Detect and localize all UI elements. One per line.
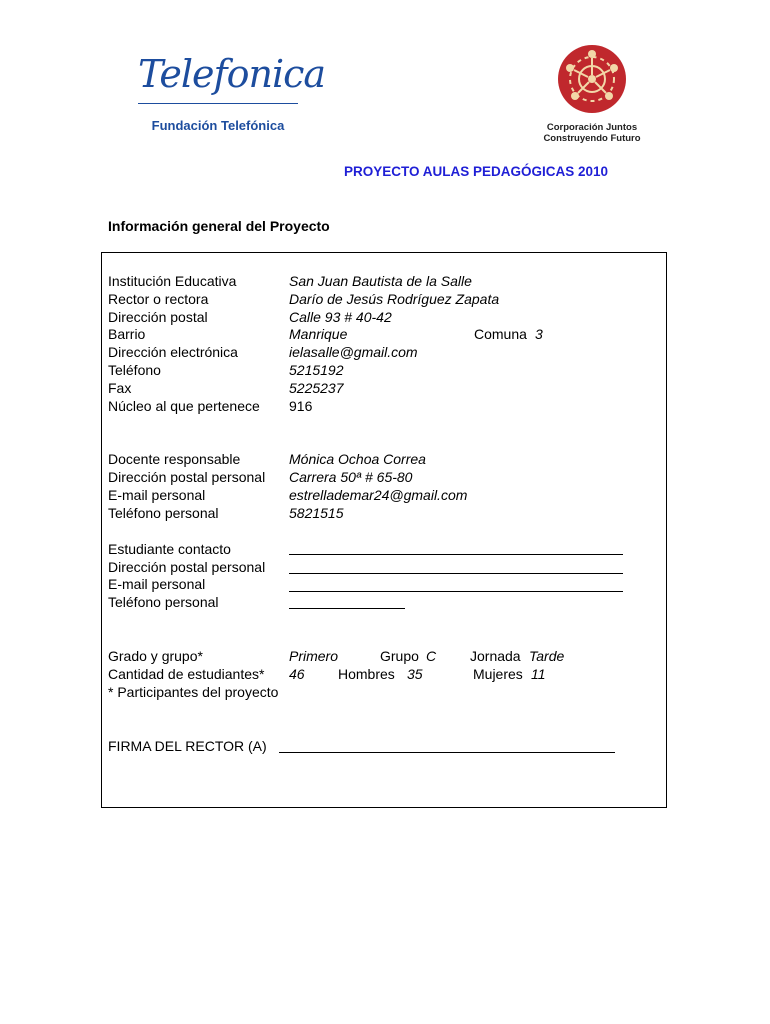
project-info-box bbox=[101, 252, 667, 808]
cantidad-value: 46 bbox=[289, 666, 305, 682]
corporacion-juntos-label bbox=[530, 122, 654, 144]
docente-direccion-label: Dirección postal personal bbox=[108, 469, 266, 485]
docente-email-value: estrellademar24@gmail.com bbox=[289, 487, 468, 503]
fax-label: Fax bbox=[108, 380, 132, 396]
corporacion-emblem-icon bbox=[557, 44, 627, 114]
grupo-value: C bbox=[426, 648, 437, 664]
hombres-value: 35 bbox=[407, 666, 423, 682]
estudiante-direccion-label: Dirección postal personal bbox=[108, 559, 266, 575]
grado-label: Grado y grupo* bbox=[108, 648, 203, 664]
mujeres-label: Mujeres bbox=[473, 666, 523, 682]
section-heading: Información general del Proyecto bbox=[108, 218, 330, 234]
estudiante-telefono-label: Teléfono personal bbox=[108, 594, 219, 610]
document-title: PROYECTO AULAS PEDAGÓGICAS 2010 bbox=[344, 164, 609, 179]
participantes-footnote: * Participantes del proyecto bbox=[108, 684, 279, 700]
fax-value: 5225237 bbox=[289, 380, 344, 396]
estudiante-email-label: E-mail personal bbox=[108, 576, 206, 592]
estudiante-label: Estudiante contacto bbox=[108, 541, 231, 557]
nucleo-value: 916 bbox=[289, 398, 313, 414]
jornada-value: Tarde bbox=[529, 648, 565, 664]
direccion-postal-label: Dirección postal bbox=[108, 309, 208, 325]
corporacion-line-2: Construyendo Futuro bbox=[543, 133, 641, 144]
telefono-value: 5215192 bbox=[289, 362, 344, 378]
cantidad-label: Cantidad de estudiantes* bbox=[108, 666, 265, 682]
estudiante-blank-line bbox=[289, 554, 623, 555]
telefonica-logo bbox=[138, 52, 326, 142]
telefonica-wordmark: Telefonica bbox=[138, 52, 326, 96]
grado-value: Primero bbox=[289, 648, 339, 664]
direccion-postal-value: Calle 93 # 40-42 bbox=[289, 309, 392, 325]
docente-telefono-label: Teléfono personal bbox=[108, 505, 219, 521]
telefono-label: Teléfono bbox=[108, 362, 161, 378]
firma-rector-blank-line bbox=[279, 752, 615, 753]
firma-rector-label: FIRMA DEL RECTOR (A) bbox=[108, 738, 267, 754]
rector-label: Rector o rectora bbox=[108, 291, 209, 307]
jornada-label: Jornada bbox=[470, 648, 521, 664]
docente-direccion-value: Carrera 50ª # 65-80 bbox=[289, 469, 413, 485]
telefonica-logo-rule bbox=[138, 103, 298, 104]
direccion-electronica-label: Dirección electrónica bbox=[108, 344, 238, 360]
estudiante-telefono-blank-line bbox=[289, 608, 405, 609]
grupo-label: Grupo bbox=[380, 648, 419, 664]
mujeres-value: 11 bbox=[531, 666, 546, 682]
fundacion-telefonica-label: Fundación Telefónica bbox=[151, 118, 285, 133]
institucion-value: San Juan Bautista de la Salle bbox=[289, 273, 472, 289]
barrio-label: Barrio bbox=[108, 326, 146, 342]
comuna-label: Comuna bbox=[474, 326, 527, 342]
docente-value: Mónica Ochoa Correa bbox=[289, 451, 426, 467]
rector-value: Darío de Jesús Rodríguez Zapata bbox=[289, 291, 500, 307]
nucleo-label: Núcleo al que pertenece bbox=[108, 398, 260, 414]
docente-label: Docente responsable bbox=[108, 451, 241, 467]
institucion-label: Institución Educativa bbox=[108, 273, 237, 289]
estudiante-direccion-blank-line bbox=[289, 573, 623, 574]
barrio-value: Manrique bbox=[289, 326, 348, 342]
docente-telefono-value: 5821515 bbox=[289, 505, 344, 521]
direccion-electronica-value: ielasalle@gmail.com bbox=[289, 344, 418, 360]
docente-email-label: E-mail personal bbox=[108, 487, 206, 503]
comuna-value: 3 bbox=[535, 326, 543, 342]
corporacion-line-1: Corporación Juntos bbox=[546, 122, 638, 133]
estudiante-email-blank-line bbox=[289, 591, 623, 592]
corporacion-juntos-logo bbox=[530, 44, 654, 148]
hombres-label: Hombres bbox=[338, 666, 395, 682]
